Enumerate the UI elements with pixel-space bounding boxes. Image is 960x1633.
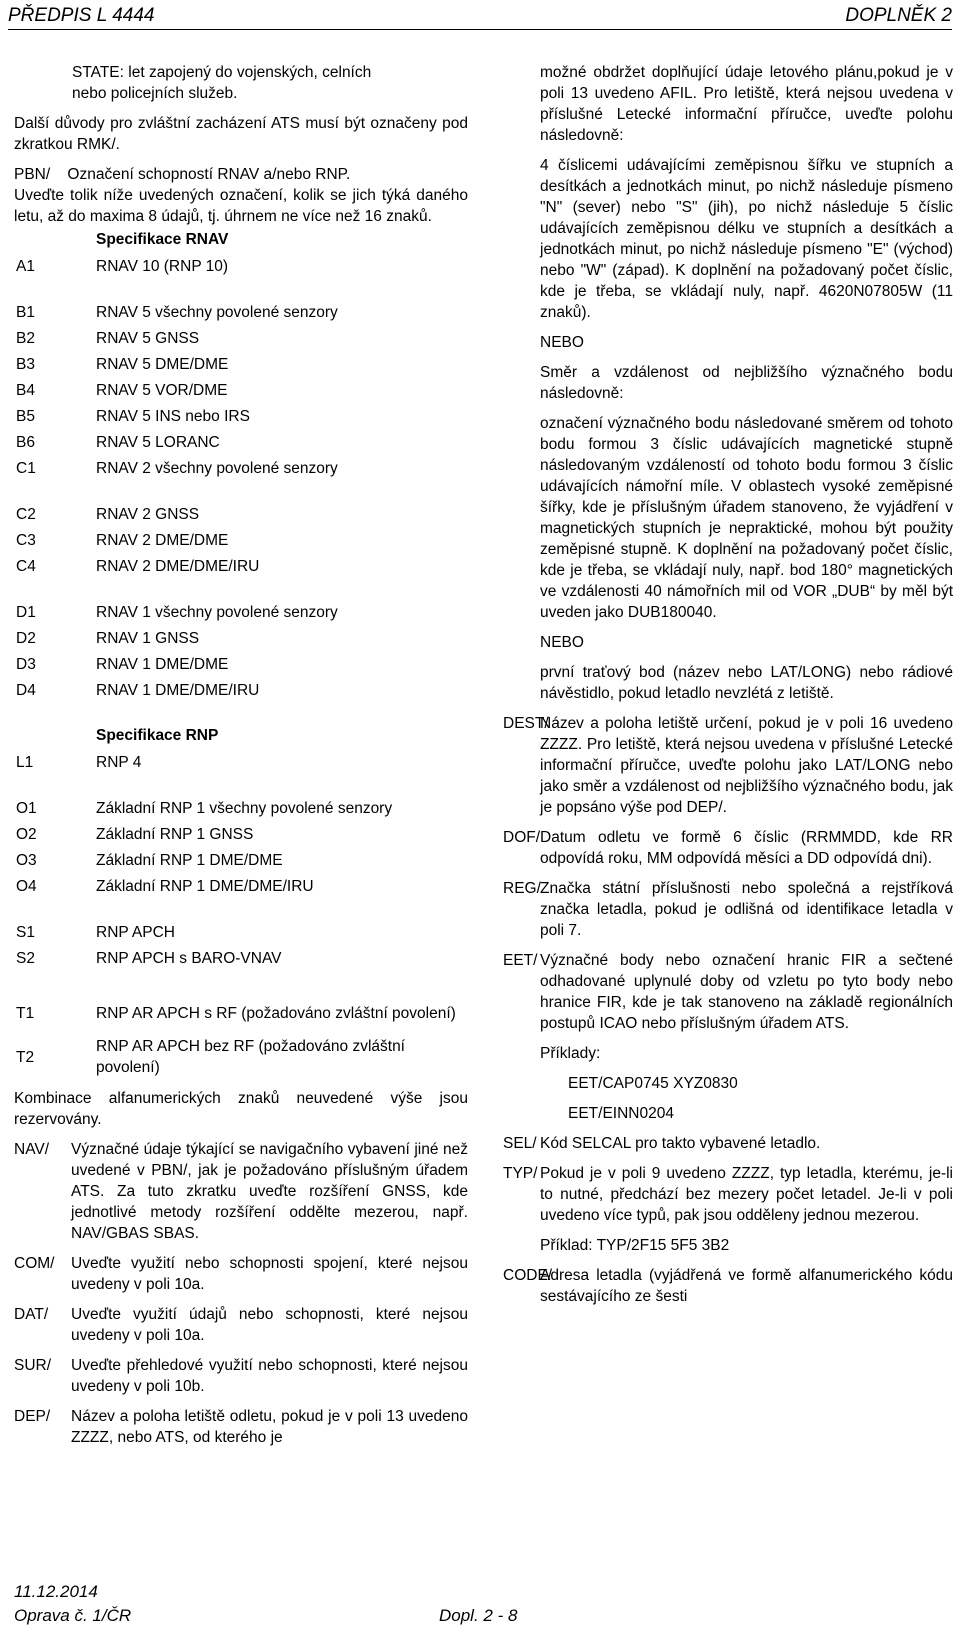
footer-amendment: Oprava č. 1/ČR	[14, 1606, 132, 1625]
example-1: EET/CAP0745 XYZ0830	[568, 1075, 738, 1092]
rnav-title: Specifikace RNAV	[96, 231, 229, 248]
rnp-title: Specifikace RNP	[96, 727, 219, 744]
examples-label: Příklady:	[540, 1045, 601, 1062]
pbn-line: PBN/ Označení schopností RNAV a/nebo RNP.	[14, 166, 351, 183]
table-row: O3 Základní RNP 1 DME/DME	[16, 851, 283, 869]
table-row: O4 Základní RNP 1 DME/DME/IRU	[16, 877, 314, 895]
nav-definition	[14, 1139, 468, 1244]
dof-definition	[503, 827, 953, 869]
table-row: D1 RNAV 1 všechny povolené senzory	[16, 603, 338, 621]
sel-value: Kód SELCAL pro takto vybavené letadlo.	[540, 1135, 821, 1152]
code-key: CODE/	[503, 1267, 553, 1284]
pbn-text: Uveďte tolik níže uvedených označení, kolik se jich týká daného letu, až do maxima 8 údajů, tj. úhrnem ne více než 16 znaků.	[14, 187, 468, 225]
state-line-2: nebo policejních služeb.	[72, 85, 238, 102]
rmk-paragraph: Další důvody pro zvláštní zacházení ATS musí být označeny pod zkratkou RMK/.	[14, 115, 468, 153]
table-row: L1 RNP 4	[16, 753, 142, 771]
code-value: Adresa letadla (vyjádřená ve formě alfanumerického kódu sestávajícího ze šesti	[540, 1267, 953, 1305]
dest-definition	[503, 713, 953, 818]
example-2: EET/EINN0204	[568, 1105, 674, 1122]
header-left: PŘEDPIS L 4444	[8, 5, 155, 26]
rnp-table	[14, 749, 468, 1079]
eet-key: EET/	[503, 952, 538, 969]
dat-key: DAT/	[14, 1306, 49, 1323]
table-row: D3 RNAV 1 DME/DME	[16, 655, 229, 673]
reg-value: Značka státní příslušnosti nebo společná a rejstříková značka letadla, pokud je odlišná od identifikace letadla v poli 7.	[540, 880, 953, 939]
or-separator-1: NEBO	[540, 334, 584, 351]
table-row: O1 Základní RNP 1 všechny povolené senzory	[16, 799, 393, 817]
dep-continuation: možné obdržet doplňující údaje letového plánu,pokud je v poli 13 uvedeno AFIL. Pro letiště, která nejsou uvedena v příslušné Letecké informační příručce, uveďte polohu následovně:	[540, 64, 953, 144]
eet-definition	[503, 950, 953, 1034]
code-definition	[503, 1265, 953, 1307]
typ-value: Pokud je v poli 9 uvedeno ZZZZ, typ letadla, kterému, je-li to nutné, předchází bez mezery počet letadel. Je-li v poli uvedeno více typů, pak jsou odděleny jednou mezerou.	[540, 1165, 953, 1224]
dest-value: Název a poloha letiště určení, pokud je v poli 16 uvedeno ZZZZ. Pro letiště, která nejsou uvedena v příslušné Letecké informační příručce, uveďte polohu jako LAT/LONG nebo jako směr a vzdálenost od nejbližšího význačného bodu, jak je popsáno výše pod DEP/.	[540, 715, 953, 816]
left-column	[14, 62, 468, 1448]
page-header	[8, 2, 952, 28]
bearing-intro: Směr a vzdálenost od nejbližšího význačného bodu následovně:	[540, 364, 953, 402]
com-key: COM/	[14, 1255, 55, 1272]
dof-key: DOF/	[503, 829, 541, 846]
sur-key: SUR/	[14, 1357, 52, 1374]
dat-definition	[14, 1304, 468, 1346]
header-rule	[8, 29, 952, 30]
sur-definition	[14, 1355, 468, 1397]
nav-value: Význačné údaje týkající se navigačního vybavení jiné než uvedené v PBN/, jak je požadováno příslušným úřadem ATS. Za tuto zkratku uveďte rozšíření GNSS, kde jednotlivé metody rozšíření oddělte mezerou, např. NAV/GBAS SBAS.	[71, 1141, 468, 1242]
reg-key: REG/	[503, 880, 541, 897]
nav-key: NAV/	[14, 1141, 50, 1158]
dep-value: Název a poloha letiště odletu, pokud je v poli 13 uvedeno ZZZZ, nebo ATS, od kterého je	[71, 1408, 468, 1446]
state-line-1: STATE: let zapojený do vojenských, celních	[72, 64, 372, 81]
dest-key: DEST/	[503, 715, 549, 732]
table-row: B5 RNAV 5 INS nebo IRS	[16, 407, 250, 425]
table-row: B2 RNAV 5 GNSS	[16, 329, 200, 347]
dat-value: Uveďte využití údajů nebo schopnosti, které nejsou uvedeny v poli 10a.	[71, 1306, 468, 1344]
table-row: B4 RNAV 5 VOR/DME	[16, 381, 228, 399]
com-value: Uveďte využití nebo schopnosti spojení, které nejsou uvedeny v poli 10a.	[71, 1255, 468, 1293]
table-row: B3 RNAV 5 DME/DME	[16, 355, 229, 373]
table-row: T1 RNP AR APCH s RF (požadováno zvláštní povolení)	[16, 1004, 456, 1022]
table-row: D4 RNAV 1 DME/DME/IRU	[16, 681, 260, 699]
typ-definition	[503, 1163, 953, 1226]
table-row: C3 RNAV 2 DME/DME	[16, 531, 229, 549]
sur-value: Uveďte přehledové využití nebo schopnosti, které nejsou uvedeny v poli 10b.	[71, 1357, 468, 1395]
table-row: B6 RNAV 5 LORANC	[16, 433, 220, 451]
table-row: C1 RNAV 2 všechny povolené senzory	[16, 459, 338, 477]
reg-definition	[503, 878, 953, 941]
table-row: A1 RNAV 10 (RNP 10)	[16, 257, 229, 275]
latlong-format: 4 číslicemi udávajícími zeměpisnou šířku ve stupních a desítkách a jednotkách minut, po nichž následuje písmeno "N" (sever) nebo "S" (jih), po nichž následuje 5 číslic udávajících zeměpisnou délku ve stupních a desítkách a jednotkách minut, po nichž následuje písmeno "E" (východ) nebo "W" (západ). K doplnění na požadovaný počet číslic, kde je třeba, se vkládají nuly, např. 4620N07805W (11 znaků).	[540, 157, 953, 321]
rnav-table	[14, 253, 468, 723]
combination-note: Kombinace alfanumerických znaků neuvedené výše jsou rezervovány.	[14, 1090, 468, 1128]
page-footer	[14, 1580, 574, 1628]
table-row: O2 Základní RNP 1 GNSS	[16, 825, 254, 843]
table-row: D2 RNAV 1 GNSS	[16, 629, 200, 647]
typ-example: Příklad: TYP/2F15 5F5 3B2	[540, 1237, 730, 1254]
eet-value: Význačné body nebo označení hranic FIR a sečtené odhadované uplynulé doby od vzletu po tyto body nebo hranice FIR, kde je tak stanoveno na základě regionálních postupů ICAO nebo příslušným úřadem ATS.	[540, 952, 953, 1032]
right-column	[503, 62, 953, 1307]
footer-page-number: Dopl. 2 - 8	[439, 1606, 518, 1625]
table-row: T2 RNP AR APCH bez RF (požadováno zvláštní povolení)	[16, 1038, 405, 1076]
typ-key: TYP/	[503, 1165, 538, 1182]
first-waypoint: první traťový bod (název nebo LAT/LONG) nebo rádiové návěstidlo, pokud letadlo nevzlétá z letiště.	[540, 664, 953, 702]
table-row: B1 RNAV 5 všechny povolené senzory	[16, 303, 338, 321]
header-right: DOPLNĚK 2	[845, 5, 952, 26]
sel-definition	[503, 1133, 953, 1154]
bearing-format: označení význačného bodu následované směrem od tohoto bodu formou 3 číslic udávajících magnetické stupně následovaným vzdáleností od tohoto bodu formou 3 číslic udávajících námořní míle. V oblastech vysoké zeměpisné šířky, kde je příslušným úřadem stanoveno, že vyjádření v magnetických stupních je nepraktické, mohou být použity zeměpisné stupně. K doplnění na požadovaný počet číslic, kde je třeba, se vkládají nuly, např. bod 180° magnetických ve vzdálenosti 40 námořních mil od VOR „DUB“ by měl být uveden jako DUB180040.	[540, 415, 953, 621]
or-separator-2: NEBO	[540, 634, 584, 651]
table-row: S2 RNP APCH s BARO-VNAV	[16, 949, 282, 967]
table-row: C2 RNAV 2 GNSS	[16, 505, 200, 523]
dep-definition	[14, 1406, 468, 1448]
com-definition	[14, 1253, 468, 1295]
dep-key: DEP/	[14, 1408, 51, 1425]
sel-key: SEL/	[503, 1135, 537, 1152]
dof-value: Datum odletu ve formě 6 číslic (RRMMDD, kde RR odpovídá roku, MM odpovídá měsíci a DD odpovídá dni).	[540, 829, 953, 867]
table-row: S1 RNP APCH	[16, 923, 175, 941]
table-row: C4 RNAV 2 DME/DME/IRU	[16, 557, 260, 575]
footer-date: 11.12.2014	[14, 1582, 98, 1601]
